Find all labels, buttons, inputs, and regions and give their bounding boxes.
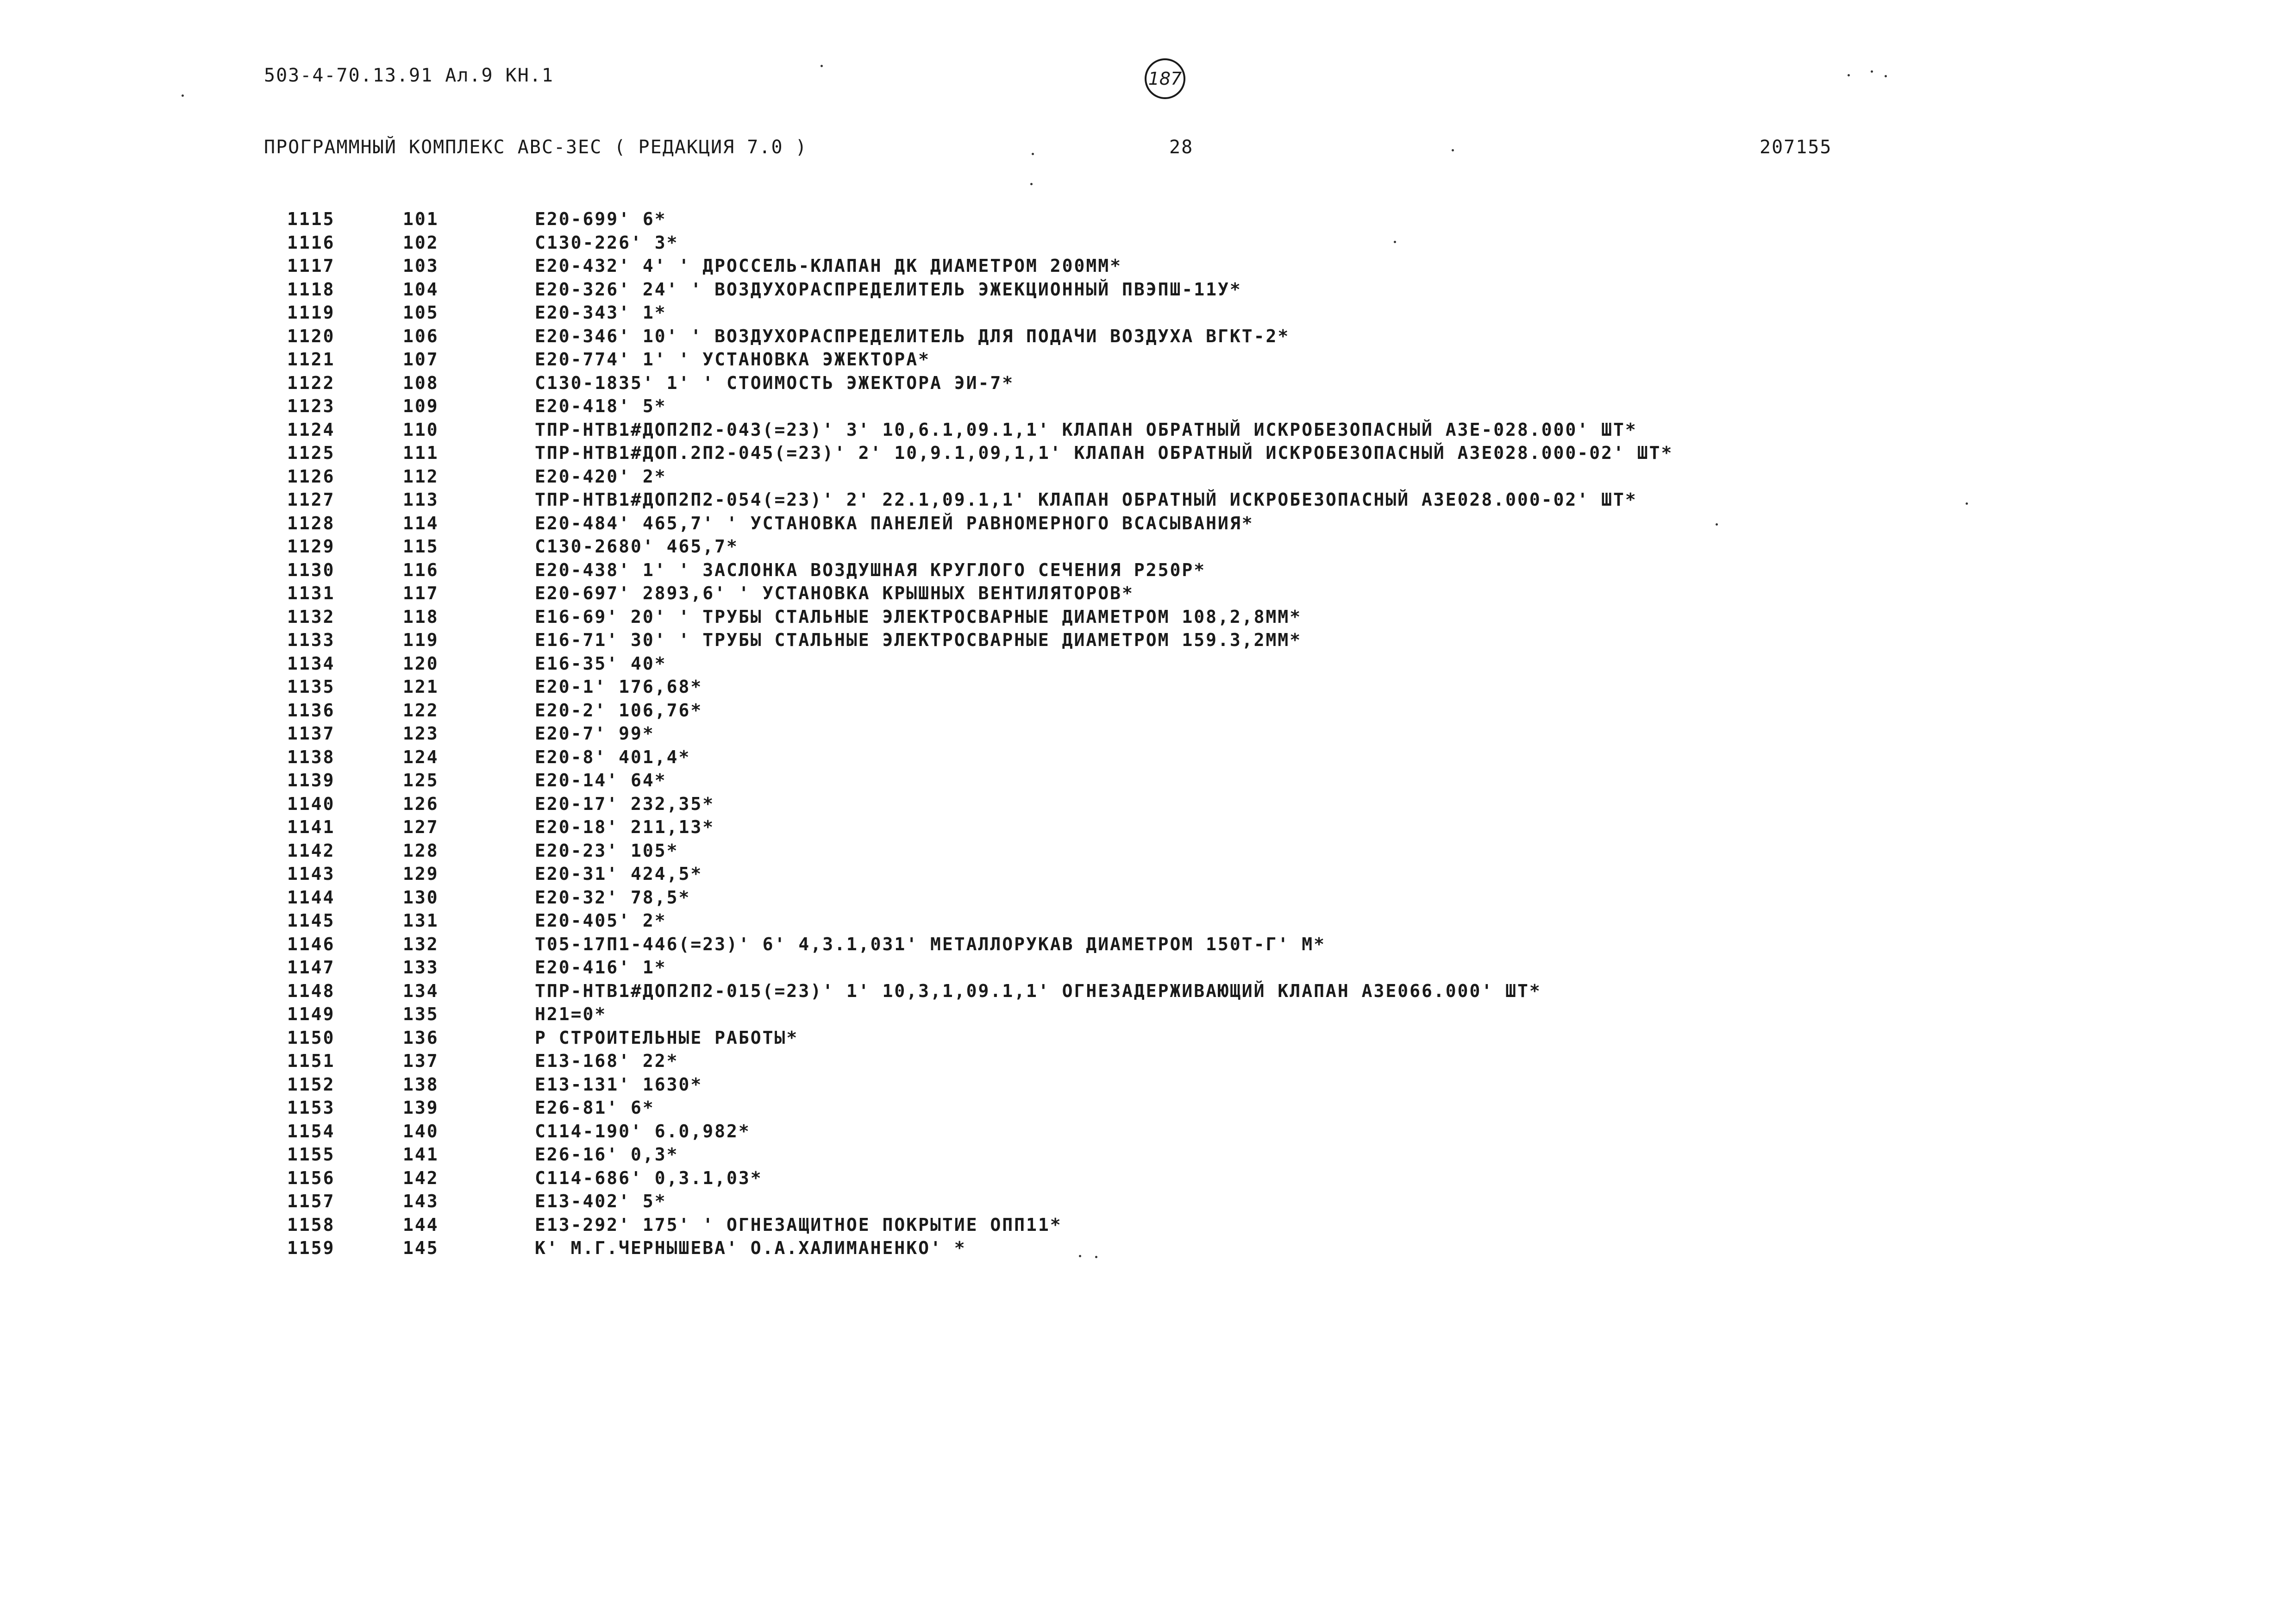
statement-text: Е20-31' 424,5*	[535, 864, 703, 884]
listing-row	[287, 605, 1908, 629]
statement-text: Е20-14' 64*	[535, 770, 667, 791]
sequence-number: 116	[403, 559, 439, 580]
listing-row	[287, 699, 1908, 722]
sequence-number: 126	[403, 793, 439, 814]
sequence-number: 117	[403, 583, 439, 604]
listing-row	[287, 979, 1908, 1003]
stamp-number: 187	[1148, 69, 1182, 89]
line-number: 1142	[287, 840, 335, 861]
listing-row	[287, 1026, 1908, 1050]
line-number: 1144	[287, 887, 335, 908]
sequence-number: 137	[403, 1051, 439, 1072]
sequence-number: 144	[403, 1214, 439, 1235]
sequence-number: 131	[403, 910, 439, 931]
statement-text: Е20-405' 2*	[535, 910, 667, 931]
statement-text: Н21=0*	[535, 1004, 607, 1025]
scan-speck	[1871, 70, 1873, 73]
listing-row	[287, 956, 1908, 979]
line-number: 1123	[287, 396, 335, 417]
program-title: ПРОГРАММНЫЙ КОМПЛЕКС АВС-3ЕС ( РЕДАКЦИЯ 7.0 )	[264, 137, 808, 158]
listing-row	[287, 1143, 1908, 1166]
statement-text: Р СТРОИТЕЛЬНЫЕ РАБОТЫ*	[535, 1027, 799, 1048]
sequence-number: 120	[403, 653, 439, 674]
line-number: 1159	[287, 1238, 335, 1259]
listing-row	[287, 1213, 1908, 1237]
line-number: 1129	[287, 536, 335, 557]
sequence-number: 115	[403, 536, 439, 557]
listing-row	[287, 1003, 1908, 1026]
sequence-number: 129	[403, 864, 439, 884]
line-number: 1134	[287, 653, 335, 674]
page-stamp	[1145, 58, 1185, 99]
scan-speck	[182, 94, 184, 97]
line-number: 1158	[287, 1214, 335, 1235]
line-number: 1130	[287, 559, 335, 580]
listing-row	[287, 815, 1908, 839]
sequence-number: 140	[403, 1121, 439, 1141]
sequence-number: 128	[403, 840, 439, 861]
line-number: 1140	[287, 793, 335, 814]
statement-text: Е16-71' 30' ' ТРУБЫ СТАЛЬНЫЕ ЭЛЕКТРОСВАРНЫЕ ДИАМЕТРОМ 159.3,2ММ*	[535, 630, 1302, 651]
statement-text: ТПР-НТВ1#ДОП2П2-054(=23)' 2' 22.1,09.1,1' КЛАПАН ОБРАТНЫЙ ИСКРОБЕЗОПАСНЫЙ АЗЕ028.000-02' ШТ*	[535, 489, 1637, 510]
listing-row	[287, 558, 1908, 582]
sequence-number: 105	[403, 302, 439, 323]
line-number: 1154	[287, 1121, 335, 1141]
sequence-number: 119	[403, 630, 439, 651]
line-number: 1128	[287, 513, 335, 533]
statement-text: Е13-168' 22*	[535, 1051, 679, 1072]
statement-text: ТПР-НТВ1#ДОП2П2-043(=23)' 3' 10,6.1,09.1,1' КЛАПАН ОБРАТНЫЙ ИСКРОБЕЗОПАСНЫЙ АЗЕ-028.000' ШТ*	[535, 419, 1637, 440]
sequence-number: 127	[403, 817, 439, 838]
sequence-number: 111	[403, 443, 439, 464]
statement-text: Е20-420' 2*	[535, 466, 667, 487]
sequence-number: 141	[403, 1144, 439, 1165]
statement-text: Е20-697' 2893,6' ' УСТАНОВКА КРЫШНЫХ ВЕНТИЛЯТОРОВ*	[535, 583, 1134, 604]
listing-row	[287, 418, 1908, 442]
listing-code: 207155	[1760, 137, 1832, 158]
sequence-number: 103	[403, 256, 439, 276]
line-number: 1148	[287, 980, 335, 1001]
scan-speck	[1885, 75, 1887, 77]
statement-text: К' М.Г.ЧЕРНЫШЕВА' О.А.ХАЛИМАНЕНКО' *	[535, 1238, 966, 1259]
listing-row	[287, 675, 1908, 699]
sequence-number: 139	[403, 1097, 439, 1118]
scan-speck	[1848, 74, 1850, 76]
sequence-number: 125	[403, 770, 439, 791]
statement-text: Е20-8' 401,4*	[535, 746, 691, 767]
program-listing	[287, 207, 1908, 1260]
listing-row	[287, 1049, 1908, 1073]
statement-text: Е26-16' 0,3*	[535, 1144, 679, 1165]
statement-text: Е20-432' 4' ' ДРОССЕЛЬ-КЛАПАН ДК ДИАМЕТРОМ 200ММ*	[535, 256, 1122, 276]
line-number: 1150	[287, 1027, 335, 1048]
statement-text: Е26-81' 6*	[535, 1097, 655, 1118]
statement-text: Е20-2' 106,76*	[535, 700, 703, 721]
line-number: 1138	[287, 746, 335, 767]
statement-text: Е20-326' 24' ' ВОЗДУХОРАСПРЕДЕЛИТЕЛЬ ЭЖЕКЦИОННЫЙ ПВЭПШ-11У*	[535, 279, 1242, 300]
statement-text: Е20-416' 1*	[535, 957, 667, 978]
line-number: 1135	[287, 677, 335, 697]
listing-row	[287, 231, 1908, 255]
sequence-number: 143	[403, 1191, 439, 1212]
listing-row	[287, 628, 1908, 652]
line-number: 1116	[287, 232, 335, 253]
line-number: 1118	[287, 279, 335, 300]
statement-text: Е13-402' 5*	[535, 1191, 667, 1212]
statement-text: Е20-774' 1' ' УСТАНОВКА ЭЖЕКТОРА*	[535, 349, 930, 370]
statement-text: Е20-17' 232,35*	[535, 793, 715, 814]
document-code: 503-4-70.13.91 Ал.9 КН.1	[264, 65, 554, 86]
sequence-number: 133	[403, 957, 439, 978]
statement-text: С130-1835' 1' ' СТОИМОСТЬ ЭЖЕКТОРА ЭИ-7*	[535, 372, 1015, 393]
listing-row	[287, 862, 1908, 886]
listing-row	[287, 512, 1908, 535]
statement-text: Е20-418' 5*	[535, 396, 667, 417]
sequence-number: 132	[403, 934, 439, 954]
listing-row	[287, 1190, 1908, 1213]
statement-text: ТПР-НТВ1#ДОП2П2-015(=23)' 1' 10,3,1,09.1,1' ОГНЕЗАДЕРЖИВАЮЩИЙ КЛАПАН АЗЕ066.000' ШТ*	[535, 980, 1541, 1001]
line-number: 1145	[287, 910, 335, 931]
line-number: 1119	[287, 302, 335, 323]
line-number: 1143	[287, 864, 335, 884]
sequence-number: 138	[403, 1074, 439, 1095]
listing-row	[287, 441, 1908, 465]
listing-row	[287, 1236, 1908, 1260]
listing-row	[287, 582, 1908, 605]
sequence-number: 109	[403, 396, 439, 417]
line-number: 1156	[287, 1167, 335, 1188]
sequence-number: 123	[403, 723, 439, 744]
line-number: 1131	[287, 583, 335, 604]
listing-row	[287, 769, 1908, 792]
sequence-number: 102	[403, 232, 439, 253]
statement-text: Т05-17П1-446(=23)' 6' 4,3.1,031' МЕТАЛЛОРУКАВ ДИАМЕТРОМ 150Т-Г' М*	[535, 934, 1326, 954]
sequence-number: 122	[403, 700, 439, 721]
line-number: 1120	[287, 326, 335, 346]
line-number: 1125	[287, 443, 335, 464]
listing-row	[287, 792, 1908, 816]
line-number: 1121	[287, 349, 335, 370]
listing-row	[287, 465, 1908, 489]
statement-text: Е20-484' 465,7' ' УСТАНОВКА ПАНЕЛЕЙ РАВНОМЕРНОГО ВСАСЫВАНИЯ*	[535, 513, 1254, 533]
line-number: 1157	[287, 1191, 335, 1212]
line-number: 1133	[287, 630, 335, 651]
scan-speck	[1032, 153, 1034, 155]
listing-row	[287, 1166, 1908, 1190]
line-number: 1126	[287, 466, 335, 487]
line-number: 1153	[287, 1097, 335, 1118]
sequence-number: 114	[403, 513, 439, 533]
statement-text: Е20-438' 1' ' ЗАСЛОНКА ВОЗДУШНАЯ КРУГЛОГО СЕЧЕНИЯ Р250Р*	[535, 559, 1206, 580]
listing-row	[287, 839, 1908, 863]
sequence-number: 136	[403, 1027, 439, 1048]
sequence-number: 130	[403, 887, 439, 908]
listing-row	[287, 909, 1908, 933]
sequence-number: 124	[403, 746, 439, 767]
statement-text: Е20-1' 176,68*	[535, 677, 703, 697]
listing-row	[287, 488, 1908, 512]
line-number: 1127	[287, 489, 335, 510]
listing-row	[287, 1096, 1908, 1120]
listing-row	[287, 1073, 1908, 1097]
line-number: 1141	[287, 817, 335, 838]
line-number: 1132	[287, 606, 335, 627]
scan-speck	[1452, 149, 1454, 151]
sequence-number: 142	[403, 1167, 439, 1188]
listing-row	[287, 348, 1908, 371]
line-number: 1122	[287, 372, 335, 393]
sequence-number: 106	[403, 326, 439, 346]
statement-text: Е20-18' 211,13*	[535, 817, 715, 838]
line-number: 1147	[287, 957, 335, 978]
statement-text: Е13-131' 1630*	[535, 1074, 703, 1095]
line-number: 1149	[287, 1004, 335, 1025]
sequence-number: 107	[403, 349, 439, 370]
statement-text: С130-2680' 465,7*	[535, 536, 739, 557]
listing-row	[287, 535, 1908, 558]
scan-speck	[821, 65, 823, 67]
sequence-number: 134	[403, 980, 439, 1001]
line-number: 1117	[287, 256, 335, 276]
scan-speck	[1030, 183, 1033, 185]
sequence-number: 108	[403, 372, 439, 393]
listing-row	[287, 207, 1908, 231]
listing-row	[287, 722, 1908, 746]
line-number: 1124	[287, 419, 335, 440]
listing-row	[287, 395, 1908, 418]
sequence-number: 104	[403, 279, 439, 300]
sequence-number: 101	[403, 209, 439, 230]
statement-text: С114-190' 6.0,982*	[535, 1121, 751, 1141]
listing-row	[287, 278, 1908, 301]
scan-speck	[1966, 502, 1968, 505]
statement-text: Е13-292' 175' ' ОГНЕЗАЩИТНОЕ ПОКРЫТИЕ ОПП11*	[535, 1214, 1062, 1235]
sequence-number: 110	[403, 419, 439, 440]
line-number: 1152	[287, 1074, 335, 1095]
sequence-number: 118	[403, 606, 439, 627]
statement-text: Е16-69' 20' ' ТРУБЫ СТАЛЬНЫЕ ЭЛЕКТРОСВАРНЫЕ ДИАМЕТРОМ 108,2,8ММ*	[535, 606, 1302, 627]
listing-row	[287, 325, 1908, 348]
listing-row	[287, 1120, 1908, 1143]
statement-text: Е20-346' 10' ' ВОЗДУХОРАСПРЕДЕЛИТЕЛЬ ДЛЯ ПОДАЧИ ВОЗДУХА ВГКТ-2*	[535, 326, 1290, 346]
listing-row	[287, 933, 1908, 956]
line-number: 1137	[287, 723, 335, 744]
listing-row	[287, 746, 1908, 769]
sequence-number: 121	[403, 677, 439, 697]
statement-text: ТПР-НТВ1#ДОП.2П2-045(=23)' 2' 10,9.1,09,1,1' КЛАПАН ОБРАТНЫЙ ИСКРОБЕЗОПАСНЫЙ АЗЕ028.000-02' ШТ*	[535, 443, 1673, 464]
line-number: 1151	[287, 1051, 335, 1072]
line-number: 1136	[287, 700, 335, 721]
statement-text: Е20-343' 1*	[535, 302, 667, 323]
listing-row	[287, 886, 1908, 909]
line-number: 1115	[287, 209, 335, 230]
listing-row	[287, 301, 1908, 325]
line-number: 1155	[287, 1144, 335, 1165]
line-number: 1146	[287, 934, 335, 954]
listing-row	[287, 652, 1908, 676]
listing-row	[287, 371, 1908, 395]
listing-row	[287, 254, 1908, 278]
statement-text: Е20-32' 78,5*	[535, 887, 691, 908]
sequence-number: 135	[403, 1004, 439, 1025]
statement-text: С130-226' 3*	[535, 232, 679, 253]
line-number: 1139	[287, 770, 335, 791]
sequence-number: 145	[403, 1238, 439, 1259]
sequence-number: 112	[403, 466, 439, 487]
statement-text: Е16-35' 40*	[535, 653, 667, 674]
sequence-number: 113	[403, 489, 439, 510]
statement-text: Е20-699' 6*	[535, 209, 667, 230]
statement-text: Е20-23' 105*	[535, 840, 679, 861]
statement-text: С114-686' 0,3.1,03*	[535, 1167, 763, 1188]
statement-text: Е20-7' 99*	[535, 723, 655, 744]
page-number: 28	[1169, 137, 1194, 158]
